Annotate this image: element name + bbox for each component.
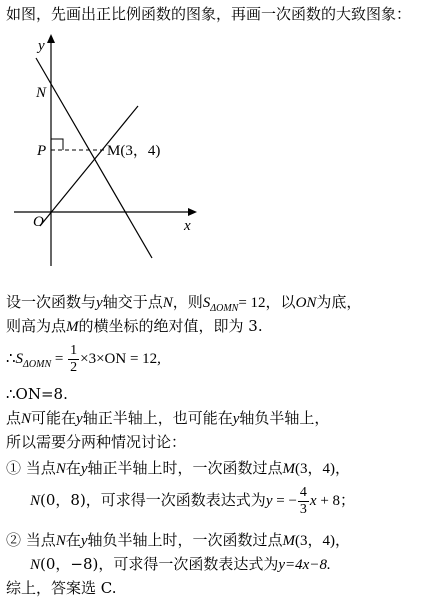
point-n-label: N xyxy=(36,85,47,101)
right-angle-mark xyxy=(51,139,63,150)
para-4: 所以需要分两种情况讨论： xyxy=(6,433,187,451)
y-axis-arrow xyxy=(47,34,55,43)
x-axis-label: x xyxy=(184,218,191,234)
x-axis-arrow xyxy=(188,208,197,216)
para-3: 点N可能在y轴正半轴上，也可能在y轴负半轴上， xyxy=(6,409,330,427)
intro-text: 如图，先画出正比例函数的图象，再画一次函数的大致图象： xyxy=(6,5,412,23)
para-2: 则高为点M的横坐标的绝对值，即为 3. xyxy=(6,317,263,335)
case-1-line-1: ① 当点N在y轴正半轴上时，一次函数过点M(3，4)， xyxy=(6,459,351,477)
point-p-label: P xyxy=(37,143,47,159)
on-result: ∴ON=8. xyxy=(6,385,68,403)
origin-label: O xyxy=(33,214,44,230)
case-1-line-2: N(0，8)，可求得一次函数表达式为y = − $\frac{4}{3}$ x + 8； xyxy=(30,484,356,517)
case-2-line-1: ② 当点N在y轴负半轴上时，一次函数过点M(3，4)， xyxy=(6,531,351,549)
fraction-four-thirds: $\frac{4}{3}$ xyxy=(299,484,307,517)
para-1: 设一次函数与y轴交于点N，则$S_{\Delta OMN}= 12$，以ON为底， xyxy=(6,293,362,314)
y-axis-label: y xyxy=(38,38,45,54)
fraction-one-half: $\frac{1}{2}$ xyxy=(70,342,78,375)
conclusion: 综上，答案选 C. xyxy=(6,579,117,597)
area-formula: $\therefore S_{\Delta OMN}$ = $\frac{1}{2}$ ×3×ON = 12, xyxy=(6,342,161,375)
point-m-label: M(3，4) xyxy=(107,143,161,159)
case-2-line-2: N(0，−8)，可求得一次函数表达式为y=4x−8. xyxy=(30,555,331,573)
function-graph xyxy=(0,30,434,300)
